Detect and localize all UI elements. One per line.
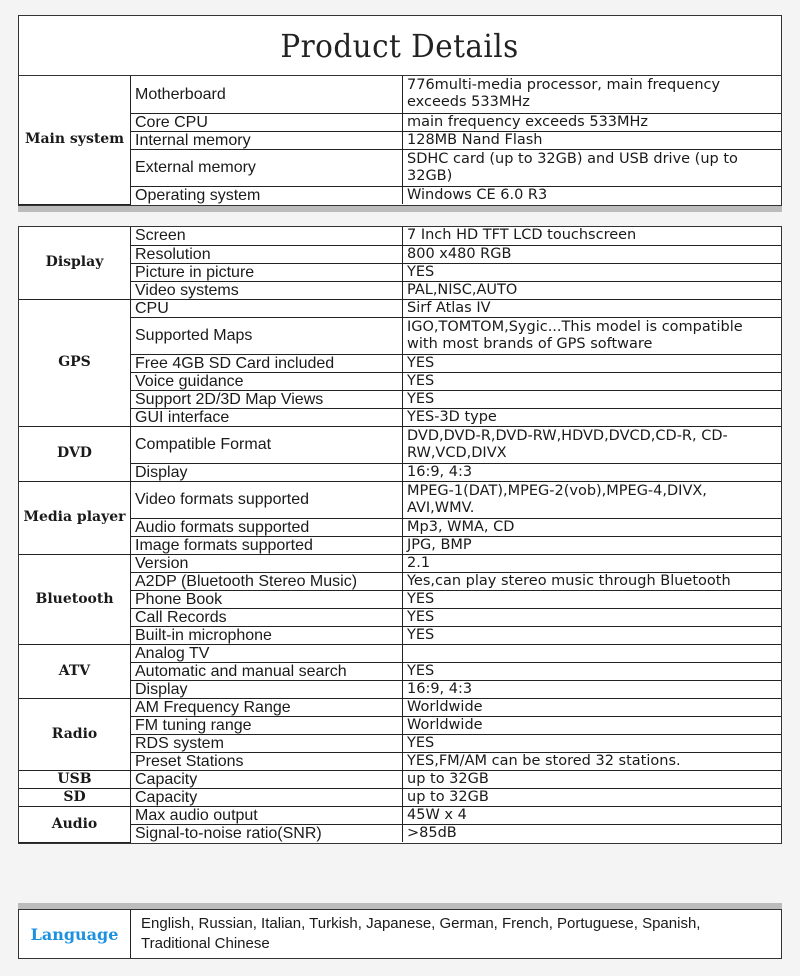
page-title: Product Details [280, 27, 520, 65]
spec-row [19, 426, 781, 463]
spec-row [19, 518, 781, 536]
spec-value: SDHC card (up to 32GB) and USB drive (up to 32GB) [403, 149, 782, 186]
spec-row [19, 626, 781, 644]
spec-value: Yes,can play stereo music through Bluetooth [403, 572, 782, 590]
spec-value: MPEG-1(DAT),MPEG-2(vob),MPEG-4,DIVX, AVI,WMV. [403, 481, 782, 518]
spec-row [19, 227, 781, 245]
spec-row [19, 590, 781, 608]
spec-value: up to 32GB [403, 788, 782, 806]
spec-row [19, 408, 781, 426]
spec-value [403, 644, 782, 662]
spec-key: Support 2D/3D Map Views [131, 390, 403, 408]
spec-row [19, 662, 781, 680]
spec-row [19, 770, 781, 788]
spec-value: YES [403, 608, 782, 626]
spec-key: Display [131, 680, 403, 698]
spec-value: YES [403, 263, 782, 281]
spec-row [19, 186, 781, 204]
category-display: Display [19, 227, 131, 299]
spec-key: Operating system [131, 186, 403, 204]
spec-key: External memory [131, 149, 403, 186]
spec-value: Mp3, WMA, CD [403, 518, 782, 536]
spec-row [19, 554, 781, 572]
spec-value: YES [403, 626, 782, 644]
spec-key: Picture in picture [131, 263, 403, 281]
spec-row [19, 788, 781, 806]
spec-row [19, 131, 781, 149]
spec-row [19, 263, 781, 281]
specs-table [18, 226, 782, 844]
category-sd: SD [19, 788, 131, 806]
category-usb: USB [19, 770, 131, 788]
spec-row [19, 354, 781, 372]
spec-key: Resolution [131, 245, 403, 263]
spec-value: YES [403, 354, 782, 372]
spec-row [19, 481, 781, 518]
spec-row [19, 698, 781, 716]
spec-key: Version [131, 554, 403, 572]
spec-key: Internal memory [131, 131, 403, 149]
spec-row [19, 299, 781, 317]
spec-row [19, 149, 781, 186]
spec-key: A2DP (Bluetooth Stereo Music) [131, 572, 403, 590]
spec-key: CPU [131, 299, 403, 317]
spec-key: Video systems [131, 281, 403, 299]
spec-value: YES [403, 734, 782, 752]
spec-value: 45W x 4 [403, 806, 782, 824]
spec-key: Preset Stations [131, 752, 403, 770]
spec-value: 7 Inch HD TFT LCD touchscreen [403, 227, 782, 245]
spec-key: Call Records [131, 608, 403, 626]
spec-row [19, 752, 781, 770]
spec-value: PAL,NISC,AUTO [403, 281, 782, 299]
spec-key: Audio formats supported [131, 518, 403, 536]
spec-row [19, 572, 781, 590]
spec-value: Worldwide [403, 716, 782, 734]
spec-key: Max audio output [131, 806, 403, 824]
category-dvd: DVD [19, 426, 131, 481]
spec-value: JPG, BMP [403, 536, 782, 554]
spec-value: 800 x480 RGB [403, 245, 782, 263]
spec-key: Motherboard [131, 76, 403, 113]
category-atv: ATV [19, 644, 131, 698]
spec-key: Phone Book [131, 590, 403, 608]
spec-value: Worldwide [403, 698, 782, 716]
spec-value: main frequency exceeds 533MHz [403, 113, 782, 131]
spec-value: YES-3D type [403, 408, 782, 426]
spec-key: Supported Maps [131, 317, 403, 354]
spec-key: Video formats supported [131, 481, 403, 518]
category-radio: Radio [19, 698, 131, 770]
spec-row [19, 824, 781, 842]
category-audio: Audio [19, 806, 131, 842]
spec-key: Signal-to-noise ratio(SNR) [131, 824, 403, 842]
spec-row [19, 734, 781, 752]
spec-row [19, 608, 781, 626]
spec-value: YES [403, 372, 782, 390]
spec-row [19, 463, 781, 481]
language-table [18, 909, 782, 959]
spec-key: Analog TV [131, 644, 403, 662]
spec-key: AM Frequency Range [131, 698, 403, 716]
spec-value: DVD,DVD-R,DVD-RW,HDVD,DVCD,CD-R, CD-RW,VCD,DIVX [403, 426, 782, 463]
spec-row [19, 644, 781, 662]
spec-row [19, 716, 781, 734]
spec-value: YES,FM/AM can be stored 32 stations. [403, 752, 782, 770]
spec-value: >85dB [403, 824, 782, 842]
spec-value: up to 32GB [403, 770, 782, 788]
spec-key: Built-in microphone [131, 626, 403, 644]
category-media-player: Media player [19, 481, 131, 554]
spec-key: Display [131, 463, 403, 481]
category-main-system: Main system [19, 76, 131, 204]
spec-value: 776multi-media processor, main frequency exceeds 533MHz [403, 76, 782, 113]
section-divider [18, 206, 782, 212]
spec-key: GUI interface [131, 408, 403, 426]
spec-value: YES [403, 390, 782, 408]
spec-key: Compatible Format [131, 426, 403, 463]
spec-key: Automatic and manual search [131, 662, 403, 680]
spec-row [19, 317, 781, 354]
spec-row [19, 245, 781, 263]
spec-value: YES [403, 662, 782, 680]
spec-key: Capacity [131, 788, 403, 806]
main-system-table [18, 75, 782, 206]
title-banner [18, 15, 782, 76]
spec-key: FM tuning range [131, 716, 403, 734]
spec-key: Free 4GB SD Card included [131, 354, 403, 372]
spec-row [19, 680, 781, 698]
spec-row [19, 113, 781, 131]
spec-key: Screen [131, 227, 403, 245]
spec-key: Core CPU [131, 113, 403, 131]
spec-key: Voice guidance [131, 372, 403, 390]
spec-row [19, 390, 781, 408]
spec-row [19, 281, 781, 299]
spec-key: RDS system [131, 734, 403, 752]
spec-key: Capacity [131, 770, 403, 788]
spec-value: Windows CE 6.0 R3 [403, 186, 782, 204]
spec-value: 16:9, 4:3 [403, 680, 782, 698]
spec-value: 2.1 [403, 554, 782, 572]
spec-value: YES [403, 590, 782, 608]
spec-value: IGO,TOMTOM,Sygic...This model is compatible with most brands of GPS software [403, 317, 782, 354]
spec-value: 128MB Nand Flash [403, 131, 782, 149]
language-label: Language [19, 910, 131, 958]
spec-row [19, 536, 781, 554]
spec-row [19, 76, 781, 113]
spec-value: Sirf Atlas IV [403, 299, 782, 317]
spec-key: Image formats supported [131, 536, 403, 554]
category-bluetooth: Bluetooth [19, 554, 131, 644]
language-value: English, Russian, Italian, Turkish, Japanese, German, French, Portuguese, Spanish, Traditional Chinese [131, 910, 782, 958]
spec-row [19, 372, 781, 390]
spec-row [19, 806, 781, 824]
category-gps: GPS [19, 299, 131, 426]
spec-value: 16:9, 4:3 [403, 463, 782, 481]
language-row [19, 910, 781, 958]
